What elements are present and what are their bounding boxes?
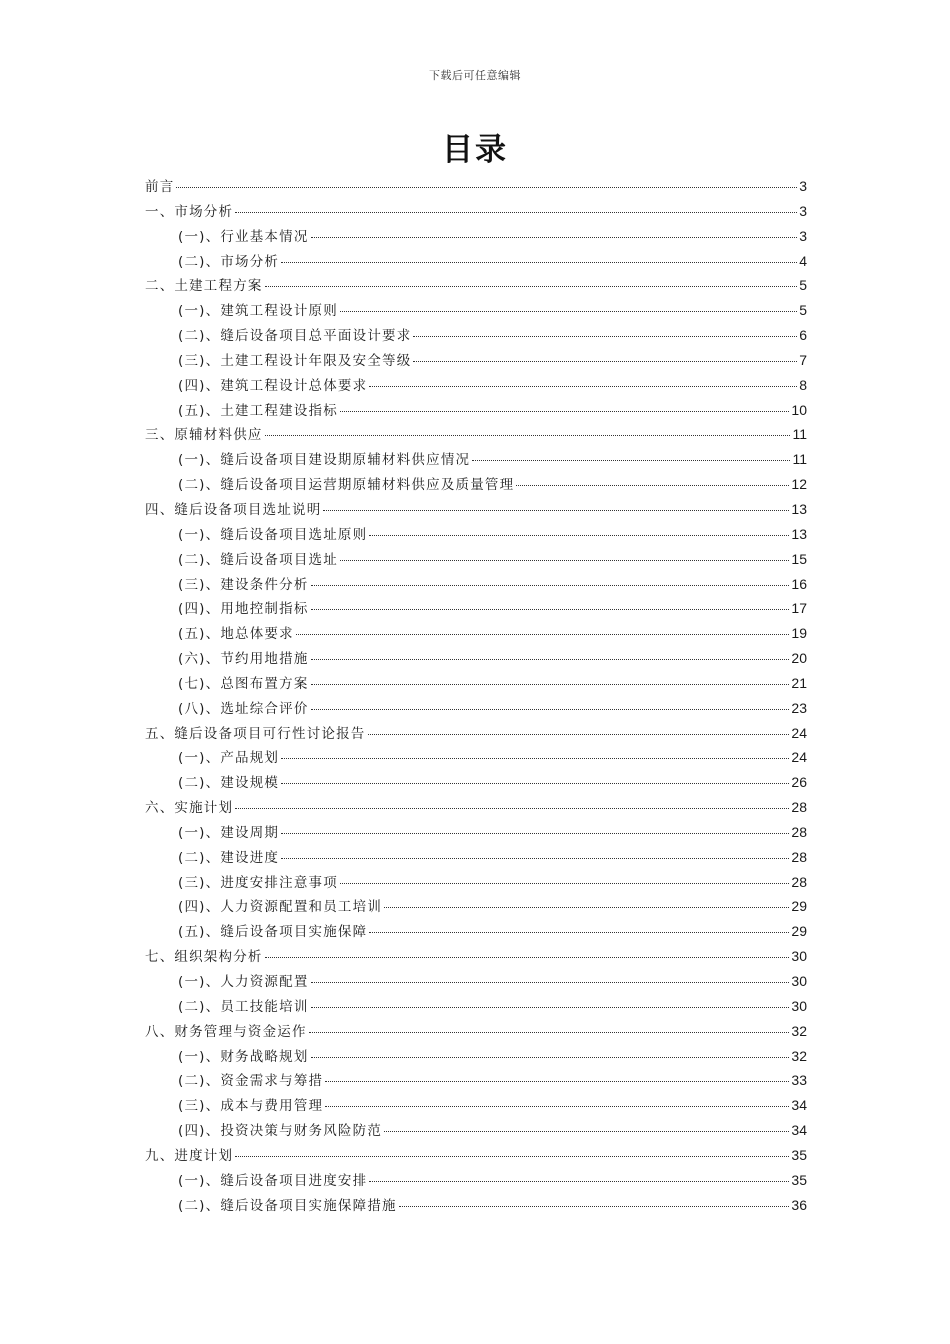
toc-dot-leader: [384, 906, 789, 908]
toc-dot-leader: [311, 981, 790, 983]
toc-section-entry[interactable]: [145, 398, 807, 423]
toc-dot-leader: [311, 708, 790, 710]
toc-section-entry[interactable]: [145, 1044, 807, 1069]
toc-section-entry[interactable]: [145, 596, 807, 621]
toc-entry-title: (二)、市场分析: [178, 253, 280, 270]
toc-section-entry[interactable]: [145, 845, 807, 870]
toc-page-number: 29: [791, 923, 807, 940]
toc-chapter-entry[interactable]: [145, 422, 807, 447]
toc-section-entry[interactable]: [145, 348, 807, 373]
toc-entry-title: (一)、行业基本情况: [178, 228, 309, 245]
toc-page-number: 13: [791, 525, 807, 542]
toc-page-number: 23: [791, 699, 807, 716]
toc-chapter-entry[interactable]: [145, 944, 807, 969]
toc-section-entry[interactable]: [145, 919, 807, 944]
toc-entry-title: (二)、缝后设备项目运营期原辅材料供应及质量管理: [178, 477, 515, 494]
toc-entry-title: (一)、人力资源配置: [178, 974, 309, 990]
toc-page-number: 8: [799, 376, 807, 393]
toc-page-number: 35: [791, 1146, 807, 1163]
toc-entry-title: 八、财务管理与资金运作: [145, 1023, 307, 1040]
toc-dot-leader: [265, 285, 798, 287]
toc-entry-title: 一、市场分析: [145, 203, 234, 220]
toc-entry-title: (二)、缝后设备项目选址: [178, 551, 338, 568]
toc-page-number: 10: [791, 401, 807, 418]
toc-section-entry[interactable]: [145, 969, 807, 994]
toc-entry-title: 三、原辅材料供应: [145, 427, 263, 444]
toc-page-number: 30: [791, 997, 807, 1014]
toc-section-entry[interactable]: [145, 547, 807, 572]
table-of-contents: [145, 174, 807, 1217]
toc-entry-title: (四)、建筑工程设计总体要求: [178, 377, 368, 394]
toc-entry-title: (一)、建筑工程设计原则: [178, 303, 338, 320]
toc-chapter-entry[interactable]: [145, 1019, 807, 1044]
toc-entry-title: 二、土建工程方案: [145, 278, 263, 295]
toc-section-entry[interactable]: [145, 696, 807, 721]
toc-entry-title: (一)、缝后设备项目建设期原辅材料供应情况: [178, 452, 471, 469]
toc-section-entry[interactable]: [145, 820, 807, 845]
toc-dot-leader: [340, 882, 789, 884]
toc-entry-title: (二)、建设进度: [178, 849, 280, 866]
toc-dot-leader: [309, 1031, 790, 1033]
toc-dot-leader: [235, 1155, 789, 1157]
toc-entry-title: (二)、缝后设备项目实施保障措施: [178, 1197, 397, 1214]
toc-dot-leader: [311, 683, 790, 685]
toc-section-entry[interactable]: [145, 522, 807, 547]
toc-page-number: 13: [791, 500, 807, 517]
toc-page-number: 28: [791, 873, 807, 890]
toc-page-number: 15: [791, 550, 807, 567]
toc-entry-title: (三)、土建工程设计年限及安全等级: [178, 352, 412, 369]
toc-page-number: 11: [792, 426, 807, 443]
toc-section-entry[interactable]: [145, 621, 807, 646]
page-header: 下载后可任意编辑: [429, 69, 521, 82]
toc-page-number: 3: [799, 227, 807, 244]
toc-entry-title: (三)、进度安排注意事项: [178, 874, 338, 891]
toc-entry-title: 五、缝后设备项目可行性讨论报告: [145, 725, 366, 742]
toc-entry-title: (四)、人力资源配置和员工培训: [178, 899, 383, 916]
toc-section-entry[interactable]: [145, 646, 807, 671]
toc-section-entry[interactable]: [145, 298, 807, 323]
toc-page-number: 12: [791, 476, 807, 493]
toc-page-number: 32: [791, 1022, 807, 1039]
toc-section-entry[interactable]: [145, 472, 807, 497]
toc-chapter-entry[interactable]: [145, 1143, 807, 1168]
toc-dot-leader: [281, 832, 789, 834]
toc-dot-leader: [340, 310, 797, 312]
toc-dot-leader: [325, 1080, 789, 1082]
toc-entry-title: (四)、用地控制指标: [178, 601, 309, 618]
toc-page-number: 30: [791, 948, 807, 965]
toc-dot-leader: [472, 459, 790, 461]
toc-section-entry[interactable]: [145, 249, 807, 274]
toc-entry-title: (二)、建设规模: [178, 775, 280, 792]
toc-page-number: 19: [791, 625, 807, 642]
toc-entry-title: 前言: [145, 179, 175, 195]
toc-page-number: 3: [799, 178, 807, 194]
toc-dot-leader: [265, 434, 791, 436]
toc-page-number: 33: [791, 1072, 807, 1089]
toc-entry-title: (六)、节约用地措施: [178, 651, 309, 668]
toc-page-number: 30: [791, 973, 807, 989]
toc-section-entry[interactable]: [145, 1168, 807, 1193]
toc-entry-title: (一)、缝后设备项目进度安排: [178, 1172, 368, 1189]
toc-page-number: 21: [791, 674, 807, 691]
toc-entry-title: (三)、成本与费用管理: [178, 1098, 324, 1115]
toc-dot-leader: [235, 807, 789, 809]
toc-dot-leader: [311, 658, 790, 660]
toc-dot-leader: [311, 236, 798, 238]
toc-page-number: 34: [791, 1122, 807, 1139]
toc-dot-leader: [311, 608, 790, 610]
toc-chapter-entry[interactable]: [145, 174, 807, 199]
toc-page-number: 28: [791, 799, 807, 816]
toc-entry-title: (七)、总图布置方案: [178, 675, 309, 692]
toc-entry-title: (二)、资金需求与筹措: [178, 1073, 324, 1090]
toc-page-number: 11: [792, 451, 807, 468]
toc-entry-title: 九、进度计划: [145, 1147, 234, 1164]
toc-dot-leader: [176, 186, 797, 188]
toc-page-number: 6: [799, 327, 807, 344]
toc-entry-title: (五)、地总体要求: [178, 626, 294, 643]
toc-dot-leader: [384, 1130, 789, 1132]
toc-section-entry[interactable]: [145, 224, 807, 249]
toc-dot-leader: [281, 757, 789, 759]
toc-section-entry[interactable]: [145, 770, 807, 795]
toc-dot-leader: [399, 1205, 790, 1207]
toc-dot-leader: [311, 1056, 790, 1058]
toc-page-number: 4: [799, 252, 807, 269]
toc-dot-leader: [265, 956, 790, 958]
toc-entry-title: (一)、缝后设备项目选址原则: [178, 526, 368, 543]
toc-dot-leader: [340, 410, 789, 412]
toc-entry-title: (一)、建设周期: [178, 824, 280, 841]
toc-page-number: 16: [791, 575, 807, 592]
toc-dot-leader: [369, 931, 789, 933]
toc-page-number: 3: [799, 202, 807, 219]
toc-chapter-entry[interactable]: [145, 497, 807, 522]
toc-section-entry[interactable]: [145, 1068, 807, 1093]
toc-dot-leader: [281, 261, 797, 263]
toc-entry-title: (二)、员工技能培训: [178, 998, 309, 1015]
toc-page-number: 28: [791, 848, 807, 865]
toc-entry-title: 四、缝后设备项目选址说明: [145, 501, 322, 518]
toc-dot-leader: [325, 1105, 789, 1107]
toc-section-entry[interactable]: [145, 323, 807, 348]
toc-entry-title: (二)、缝后设备项目总平面设计要求: [178, 328, 412, 345]
toc-section-entry[interactable]: [145, 745, 807, 770]
toc-dot-leader: [369, 385, 797, 387]
toc-dot-leader: [311, 584, 790, 586]
toc-page-number: 20: [791, 650, 807, 667]
toc-section-entry[interactable]: [145, 1193, 807, 1218]
toc-dot-leader: [413, 335, 797, 337]
toc-page-number: 34: [791, 1097, 807, 1114]
toc-page-number: 32: [791, 1047, 807, 1064]
toc-dot-leader: [235, 211, 797, 213]
toc-dot-leader: [311, 1006, 790, 1008]
toc-section-entry[interactable]: [145, 1118, 807, 1143]
toc-entry-title: 七、组织架构分析: [145, 949, 263, 966]
toc-entry-title: 六、实施计划: [145, 800, 234, 817]
toc-dot-leader: [296, 633, 790, 635]
toc-dot-leader: [516, 484, 789, 486]
toc-section-entry[interactable]: [145, 1093, 807, 1118]
toc-entry-title: (四)、投资决策与财务风险防范: [178, 1123, 383, 1140]
toc-dot-leader: [323, 509, 789, 511]
toc-dot-leader: [368, 733, 790, 735]
toc-section-entry[interactable]: [145, 994, 807, 1019]
toc-chapter-entry[interactable]: [145, 795, 807, 820]
toc-dot-leader: [281, 782, 789, 784]
toc-section-entry[interactable]: [145, 894, 807, 919]
toc-entry-title: (一)、财务战略规划: [178, 1048, 309, 1065]
toc-entry-title: (一)、产品规划: [178, 750, 280, 767]
toc-section-entry[interactable]: [145, 373, 807, 398]
toc-page-number: 35: [791, 1171, 807, 1188]
toc-section-entry[interactable]: [145, 671, 807, 696]
toc-page-number: 5: [799, 302, 807, 319]
toc-page-number: 24: [791, 749, 807, 766]
toc-chapter-entry[interactable]: [145, 721, 807, 746]
toc-entry-title: (五)、缝后设备项目实施保障: [178, 924, 368, 941]
toc-page-number: 7: [799, 351, 807, 368]
toc-title: 目录: [442, 132, 508, 168]
toc-page-number: 28: [791, 823, 807, 840]
toc-section-entry[interactable]: [145, 572, 807, 597]
toc-page-number: 5: [799, 277, 807, 294]
toc-section-entry[interactable]: [145, 447, 807, 472]
toc-dot-leader: [369, 534, 789, 536]
toc-dot-leader: [413, 360, 797, 362]
toc-entry-title: (八)、选址综合评价: [178, 700, 309, 717]
toc-chapter-entry[interactable]: [145, 199, 807, 224]
toc-chapter-entry[interactable]: [145, 273, 807, 298]
toc-entry-title: (五)、土建工程建设指标: [178, 402, 338, 419]
toc-page-number: 24: [791, 724, 807, 741]
toc-page-number: 29: [791, 898, 807, 915]
toc-entry-title: (三)、建设条件分析: [178, 576, 309, 593]
toc-dot-leader: [340, 559, 789, 561]
toc-dot-leader: [369, 1180, 789, 1182]
toc-page-number: 26: [791, 774, 807, 791]
toc-section-entry[interactable]: [145, 870, 807, 895]
toc-dot-leader: [281, 857, 789, 859]
toc-page-number: 36: [791, 1196, 807, 1213]
toc-page-number: 17: [791, 600, 807, 617]
